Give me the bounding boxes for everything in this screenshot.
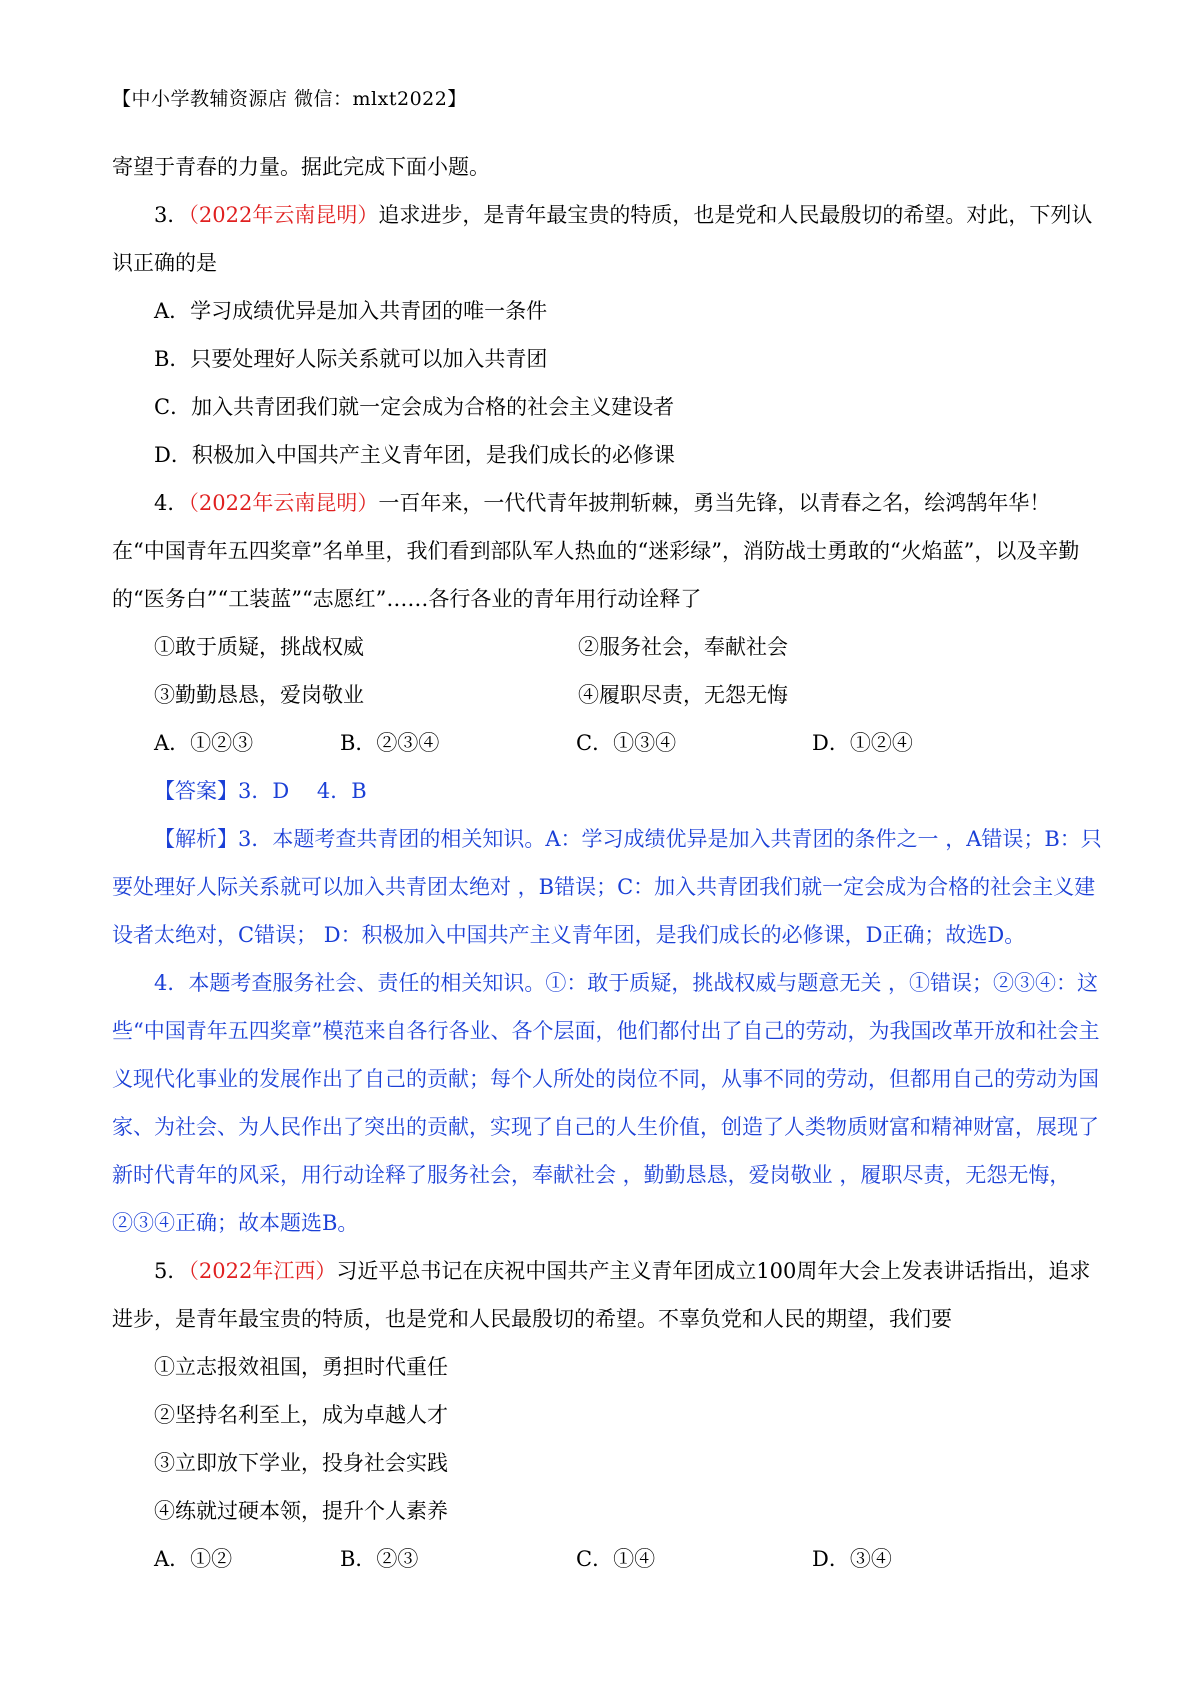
answer-line <box>112 767 1102 815</box>
question-3-stem <box>112 191 1102 287</box>
question-5-source: （2022年江西） <box>188 1259 337 1283</box>
question-4-statement-2: ②服务社会，奉献社会 <box>578 635 788 659</box>
question-4-choices <box>112 719 1102 767</box>
question-3-option-a: A．学习成绩优异是加入共青团的唯一条件 <box>154 299 548 323</box>
question-5-choices <box>112 1535 1102 1583</box>
question-5-choice-d: D．③④ <box>812 1547 892 1571</box>
analysis-q3-text: 3．本题考查共青团的相关知识。A：学习成绩优异是加入共青团的条件之一 ，A错误；B：只要处理好人际关系就可以加入共青团太绝对 ，B错误；C：加入共青团我们就一定会成为合格的社会主义建设者太绝对，C错误； D：积极加入中国共产主义青年团，是我们成长的必修课，D正确；故选D。 <box>112 827 1102 947</box>
question-5-number: 5． <box>154 1259 189 1283</box>
question-4-choice-c: C．①③④ <box>576 731 677 755</box>
question-5-stem <box>112 1247 1102 1343</box>
question-3-number: 3． <box>154 203 189 227</box>
question-5-text: 习近平总书记在庆祝中国共产主义青年团成立100周年大会上发表讲话指出，追求进步，是青年最宝贵的特质，也是党和人民最殷切的希望。不辜负党和人民的期望，我们要 <box>112 1259 1091 1331</box>
question-4-statement-4: ④履职尽责，无怨无悔 <box>578 683 788 707</box>
analysis-q4: 4．本题考查服务社会、责任的相关知识。①：敢于质疑，挑战权威与题意无关 ，①错误；②③④：这些“中国青年五四奖章”模范来自各行各业、各个层面，他们都付出了自己的劳动，为我国改革开放和社会主义现代化事业的发展作出了自己的贡献；每个人所处的岗位不同，从事不同的劳动，但都用自己的劳动为国家、为社会、为人民作出了突出的贡献，实现了自己的人生价值，创造了人类物质财富和精神财富，展现了新时代青年的风采，用行动诠释了服务社会，奉献社会 ，勤勤恳恳，爱岗敬业 ，履职尽责，无怨无悔，②③④正确；故本题选B。 <box>112 971 1100 1235</box>
question-5-statement-2: ②坚持名利至上，成为卓越人才 <box>154 1403 448 1427</box>
question-3-option-b: B．只要处理好人际关系就可以加入共青团 <box>154 347 548 371</box>
question-5-statement-1: ①立志报效祖国，勇担时代重任 <box>154 1355 448 1379</box>
question-4-source: （2022年云南昆明） <box>188 491 379 515</box>
answer-text: 3．D 4．B <box>238 779 367 803</box>
analysis-q3 <box>112 815 1102 959</box>
question-4-statement-row-2 <box>112 671 1102 719</box>
page-header: 【中小学教辅资源店 微信：mlxt2022】 <box>112 88 467 110</box>
document-body <box>112 143 1102 1583</box>
question-4-stem <box>112 479 1102 623</box>
question-3-source: （2022年云南昆明） <box>188 203 379 227</box>
question-3-option-d: D．积极加入中国共产主义青年团，是我们成长的必修课 <box>154 443 675 467</box>
question-4-text: 一百年来，一代代青年披荆斩棘，勇当先锋，以青春之名，绘鸿鹄年华！在“中国青年五四奖章”名单里，我们看到部队军人热血的“迷彩绿”，消防战士勇敢的“火焰蓝”，以及辛勤的“医务白”“工装蓝”“志愿红”……各行各业的青年用行动诠释了 <box>112 491 1080 611</box>
question-4-choice-a: A．①②③ <box>154 731 254 755</box>
question-5-choice-b: B．②③ <box>340 1547 419 1571</box>
question-4-statement-3: ③勤勤恳恳，爱岗敬业 <box>154 683 364 707</box>
answer-tag: 【答案】 <box>154 779 238 803</box>
question-5-statement-4: ④练就过硬本领，提升个人素养 <box>154 1499 448 1523</box>
question-5-choice-a: A．①② <box>154 1547 233 1571</box>
question-4-choice-b: B．②③④ <box>340 731 440 755</box>
question-5-statement-3: ③立即放下学业，投身社会实践 <box>154 1451 448 1475</box>
question-3-text: 追求进步，是青年最宝贵的特质，也是党和人民最殷切的希望。对此，下列认识正确的是 <box>112 203 1093 275</box>
intro-text: 寄望于青春的力量。据此完成下面小题。 <box>112 155 490 179</box>
question-4-statement-1: ①敢于质疑，挑战权威 <box>154 635 364 659</box>
question-4-number: 4． <box>154 491 189 515</box>
question-5-choice-c: C．①④ <box>576 1547 656 1571</box>
question-4-statement-row-1 <box>112 623 1102 671</box>
analysis-tag: 【解析】 <box>154 827 238 851</box>
question-3-option-c: C．加入共青团我们就一定会成为合格的社会主义建设者 <box>154 395 675 419</box>
question-4-choice-d: D．①②④ <box>812 731 913 755</box>
